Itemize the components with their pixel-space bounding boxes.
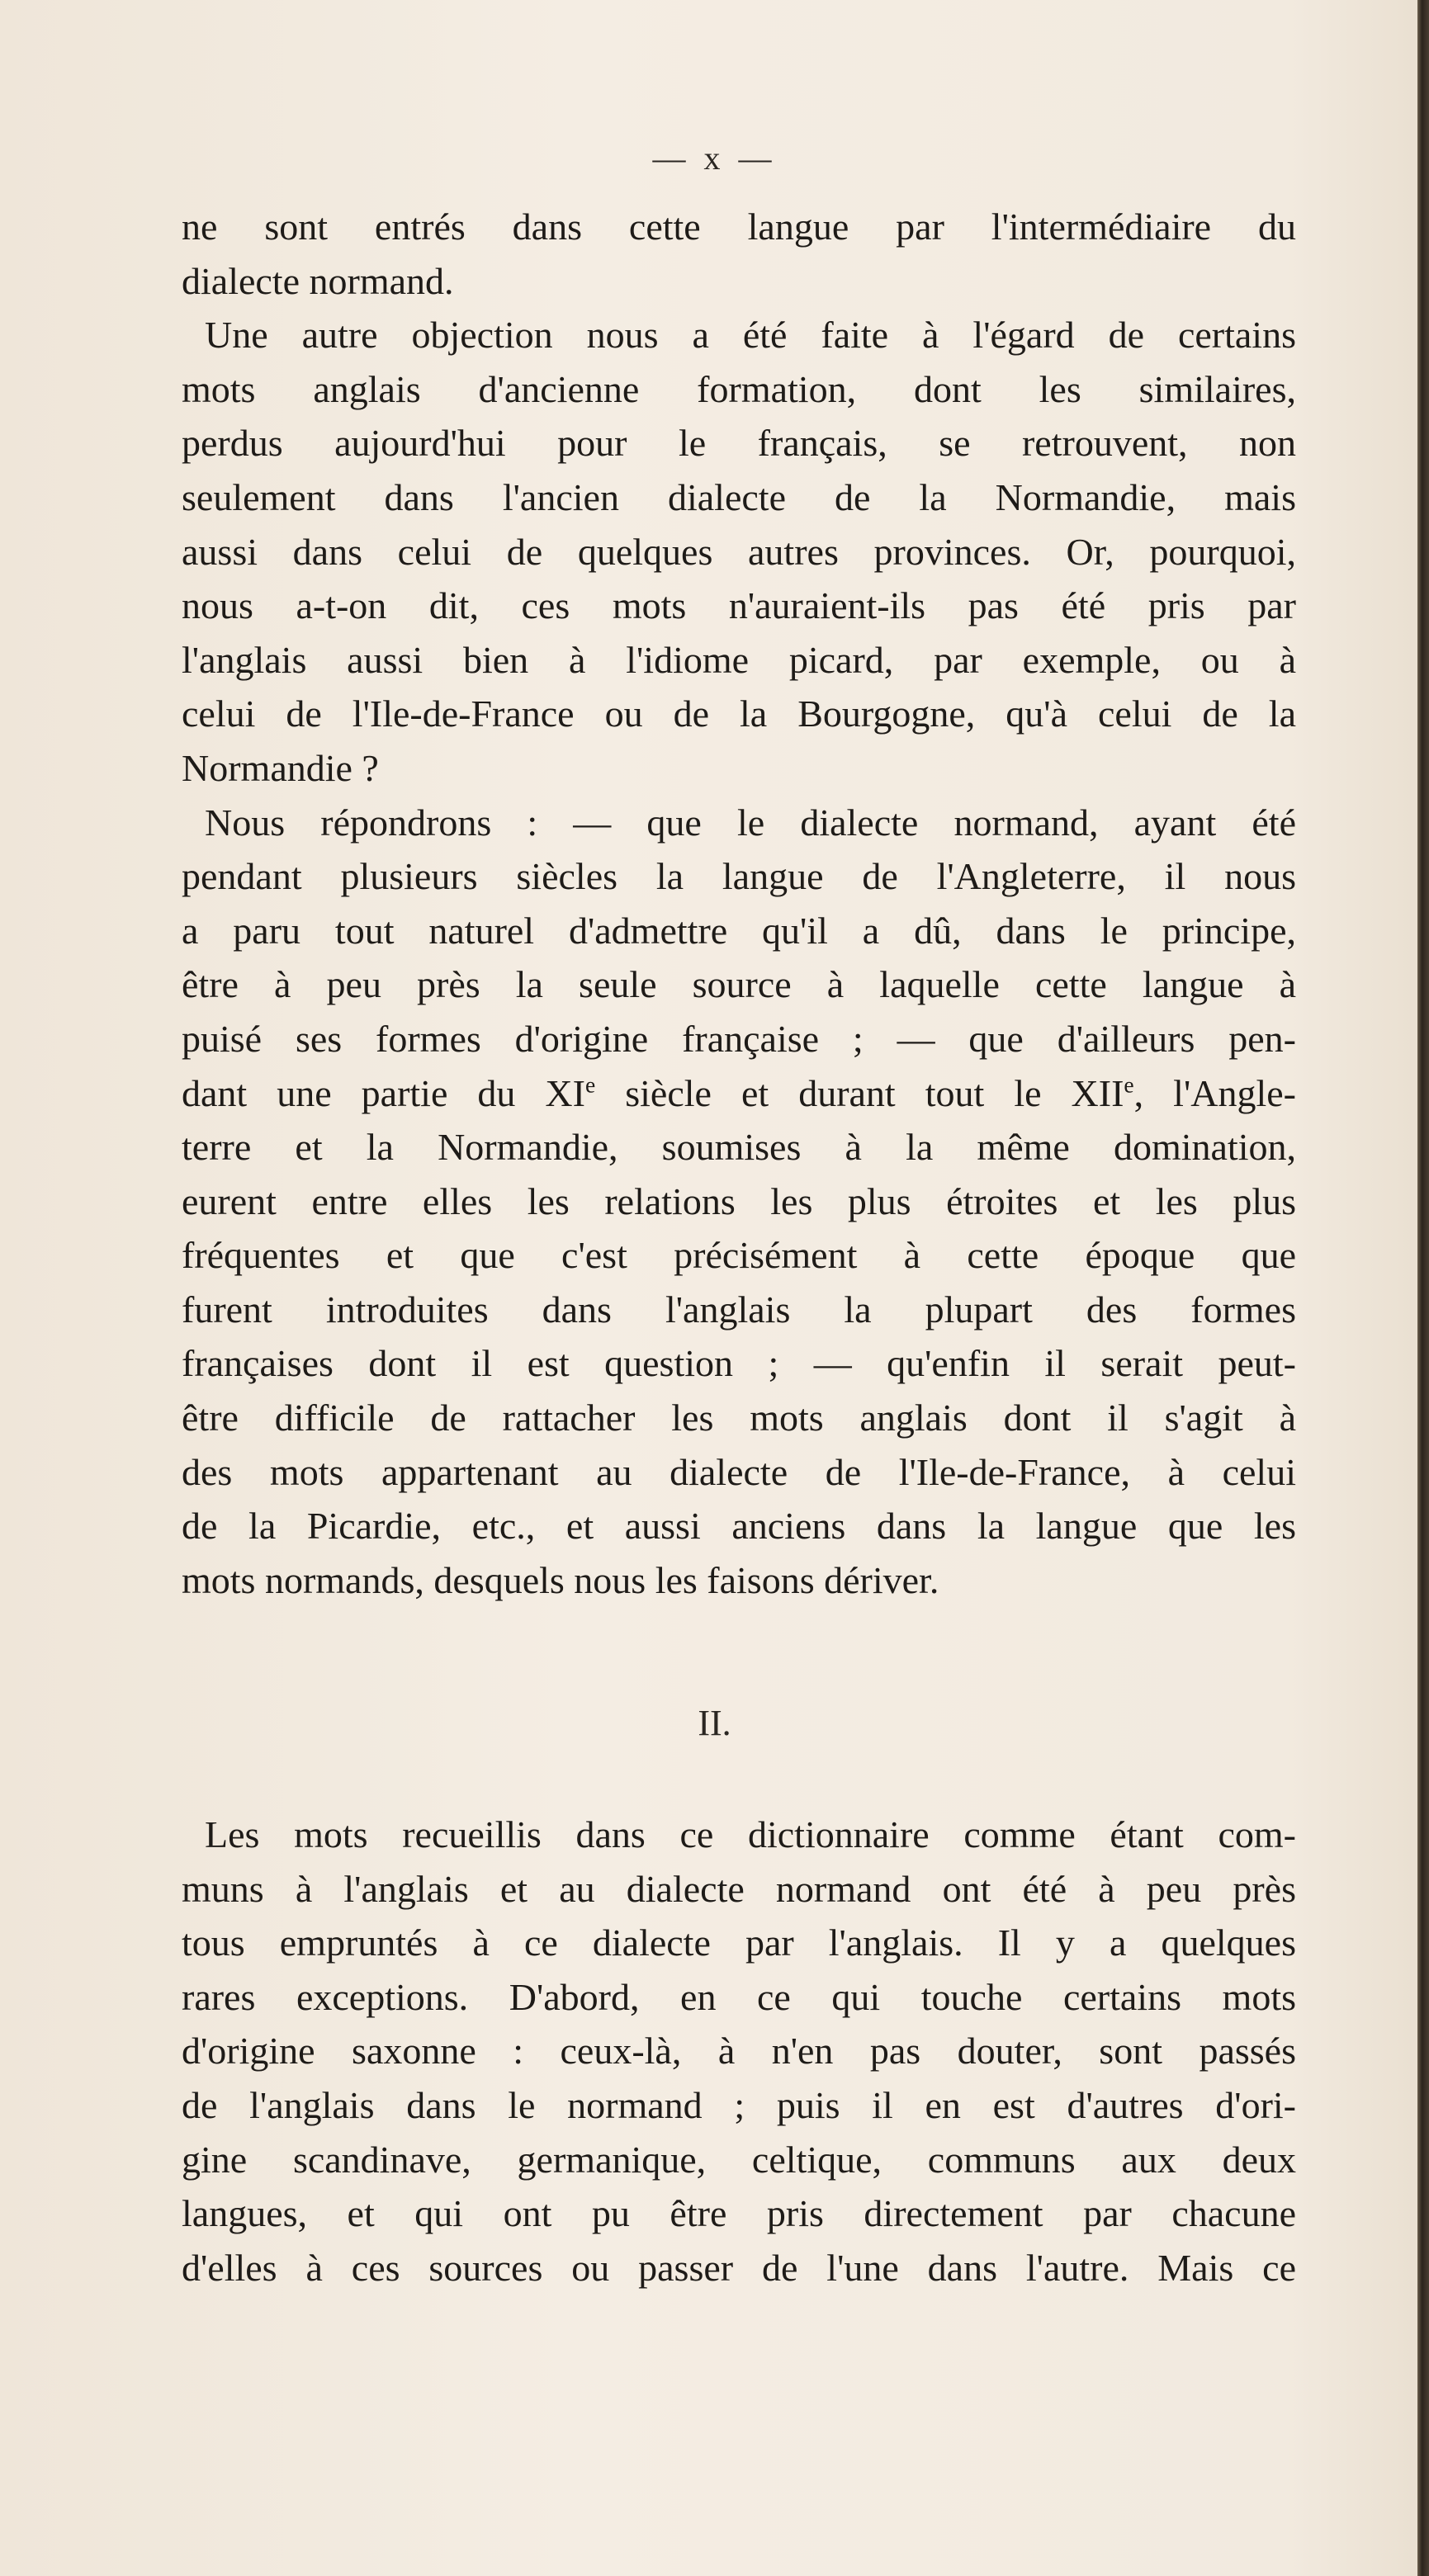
text-line: être difficile de rattacher les mots anglais dont il s'agit à [182, 1397, 1296, 1439]
text-line: nous a-t-on dit, ces mots n'auraient-ils pas été pris par [182, 584, 1296, 627]
page-edge-shadow [1417, 0, 1429, 2576]
text-line: être à peu près la seule source à laquelle cette langue à [182, 963, 1296, 1006]
text-line: aussi dans celui de quelques autres provinces. Or, pourquoi, [182, 530, 1296, 573]
text-line: Nous répondrons : — que le dialecte normand, ayant été [205, 801, 1296, 844]
text-line: seulement dans l'ancien dialecte de la Normandie, mais [182, 475, 1296, 518]
text-block-bottom [182, 1808, 1296, 2295]
text-line: de la Picardie, etc., et aussi anciens dans la langue que les [182, 1505, 1296, 1548]
century-text-middle: siècle et durant tout le XII [595, 1071, 1124, 1114]
text-line: tous empruntés à ce dialecte par l'anglais. Il y a quelques [182, 1921, 1296, 1964]
text-line: a paru tout naturel d'admettre qu'il a dû, dans le principe, [182, 909, 1296, 952]
century-text-before: dant une partie du XI [182, 1071, 585, 1114]
text-line: d'origine saxonne : ceux-là, à n'en pas douter, sont passés [182, 2030, 1296, 2073]
text-line: ne sont entrés dans cette langue par l'intermédiaire du [182, 206, 1296, 248]
text-line: de l'anglais dans le normand ; puis il en est d'autres d'ori- [182, 2083, 1296, 2126]
text-line: puisé ses formes d'origine française ; — que d'ailleurs pen- [182, 1017, 1296, 1060]
text-block-top [182, 200, 1296, 1607]
text-line-with-centuries [182, 1066, 1296, 1121]
page-number-header: — x — [652, 139, 777, 177]
superscript-e: e [584, 1071, 596, 1097]
text-line: terre et la Normandie, soumises à la même domination, [182, 1126, 1296, 1169]
superscript-e: e [1124, 1071, 1134, 1097]
text-line: muns à l'anglais et au dialecte normand ont été à peu près [182, 1867, 1296, 1910]
text-line: celui de l'Ile-de-France ou de la Bourgogne, qu'à celui de la [182, 692, 1296, 735]
text-line: Normandie ? [182, 746, 379, 789]
text-line: dialecte normand. [182, 259, 454, 302]
text-line: gine scandinave, germanique, celtique, communs aux deux [182, 2138, 1296, 2181]
text-line: perdus aujourd'hui pour le français, se retrouvent, non [182, 422, 1296, 465]
century-text-after: , l'Angle- [1133, 1071, 1296, 1114]
text-line: Les mots recueillis dans ce dictionnaire comme étant com- [205, 1813, 1296, 1855]
text-line: l'anglais aussi bien à l'idiome picard, par exemple, ou à [182, 638, 1296, 681]
text-line: mots normands, desquels nous les faisons dériver. [182, 1558, 939, 1601]
text-line: langues, et qui ont pu être pris directement par chacune [182, 2192, 1296, 2235]
text-line: rares exceptions. D'abord, en ce qui touche certains mots [182, 1975, 1296, 2018]
section-heading: II. [698, 1703, 731, 1743]
text-line: fréquentes et que c'est précisément à cette époque que [182, 1234, 1296, 1277]
text-line: eurent entre elles les relations les plus étroites et les plus [182, 1179, 1296, 1222]
text-line: mots anglais d'ancienne formation, dont les similaires, [182, 367, 1296, 410]
text-line: pendant plusieurs siècles la langue de l'Angleterre, il nous [182, 855, 1296, 898]
text-line: françaises dont il est question ; — qu'enfin il serait peut- [182, 1342, 1296, 1385]
text-line: Une autre objection nous a été faite à l'égard de certains [205, 314, 1296, 357]
text-line: d'elles à ces sources ou passer de l'une dans l'autre. Mais ce [182, 2246, 1296, 2289]
text-line: furent introduites dans l'anglais la plupart des formes [182, 1288, 1296, 1331]
text-line: des mots appartenant au dialecte de l'Ile-de-France, à celui [182, 1450, 1296, 1493]
